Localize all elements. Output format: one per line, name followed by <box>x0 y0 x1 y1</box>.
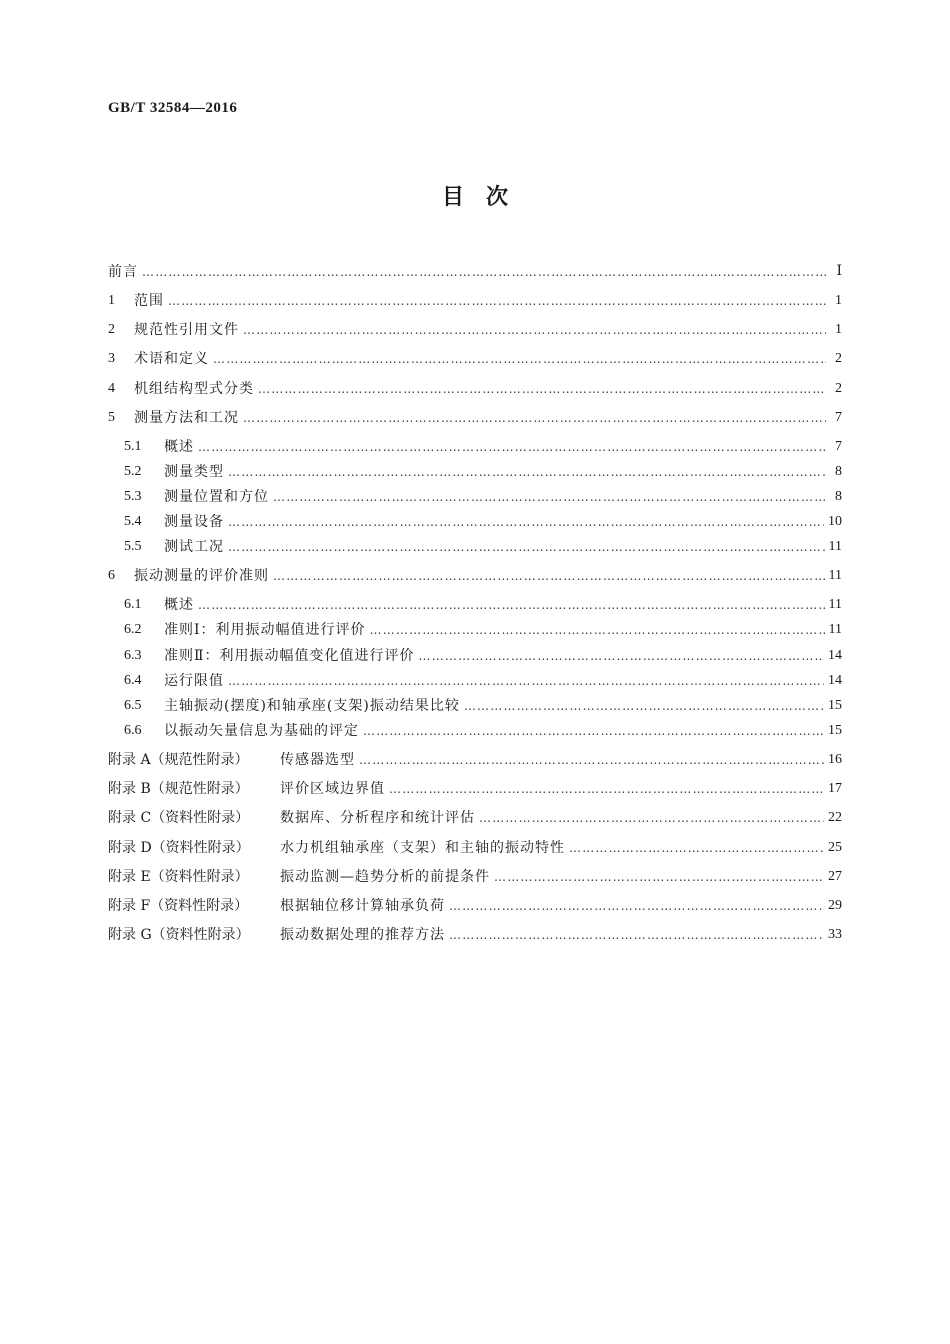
toc-entry-label: 根据轴位移计算轴承负荷 <box>280 898 445 914</box>
dot-leader <box>213 349 826 369</box>
toc-entry-number: 5.4 <box>124 514 142 529</box>
toc-entry-number: 2 <box>108 322 115 337</box>
dot-leader <box>228 512 824 532</box>
toc-entry-page-number: 8 <box>835 489 842 504</box>
toc-entry-number: 3 <box>108 351 115 366</box>
toc-entry-number: 1 <box>108 293 115 308</box>
toc-entry[interactable] <box>124 433 842 457</box>
toc-entry-number: 5.5 <box>124 539 142 554</box>
toc-entry-number: 6.4 <box>124 673 142 688</box>
toc-entry-label: 振动监测—趋势分析的前提条件 <box>280 869 490 885</box>
toc-entry-label: 规范性引用文件 <box>134 322 239 338</box>
toc-entry-label: 机组结构型式分类 <box>134 381 254 397</box>
toc-entry-label: 测量位置和方位 <box>164 489 269 505</box>
dot-leader <box>464 696 824 716</box>
toc-entry-label: 数据库、分析程序和统计评估 <box>280 810 475 826</box>
toc-entry-page-number: 14 <box>828 673 842 688</box>
toc-entry[interactable] <box>124 616 842 640</box>
toc-entry-label: 振动数据处理的推荐方法 <box>280 927 445 943</box>
toc-entry[interactable] <box>124 667 842 691</box>
dot-leader <box>273 566 825 586</box>
dot-leader <box>228 537 825 557</box>
toc-entry[interactable] <box>124 642 842 666</box>
toc-entry[interactable] <box>124 458 842 482</box>
toc-entry-number: 6.2 <box>124 622 142 637</box>
toc-entry-number: 4 <box>108 381 115 396</box>
toc-entry-label: 主轴振动(摆度)和轴承座(支架)振动结果比较 <box>164 698 460 714</box>
toc-entry-page-number: 7 <box>835 439 842 454</box>
toc-entry-number: 附录 F（资料性附录） <box>108 898 249 914</box>
dot-leader <box>479 808 824 828</box>
toc-entry[interactable] <box>108 375 842 399</box>
toc-entry-label: 范围 <box>134 293 164 309</box>
toc-entry-label: 以振动矢量信息为基础的评定 <box>164 723 359 739</box>
toc-entry-page-number: 2 <box>835 381 842 396</box>
toc-entry-number: 附录 B（规范性附录） <box>108 781 249 797</box>
toc-entry-number: 附录 C（资料性附录） <box>108 810 250 826</box>
toc-entry-page-number: 11 <box>828 622 842 637</box>
toc-entry-page-number: 14 <box>828 648 842 663</box>
toc-entry[interactable] <box>108 258 842 282</box>
toc-entry[interactable] <box>124 483 842 507</box>
toc-entry[interactable] <box>108 562 842 586</box>
toc-entry-number: 5 <box>108 410 115 425</box>
toc-entry-page-number: 15 <box>828 723 842 738</box>
dot-leader <box>258 379 826 399</box>
toc-entry-page-number: 1 <box>835 322 842 337</box>
toc-entry-label: 概述 <box>164 439 194 455</box>
toc-entry-page-number: 25 <box>828 840 842 855</box>
toc-entry-page-number: 17 <box>828 781 842 796</box>
toc-entry-label: 测量方法和工况 <box>134 410 239 426</box>
toc-entry[interactable] <box>108 892 842 916</box>
toc-entry-label: 评价区域边界值 <box>280 781 385 797</box>
dot-leader <box>142 262 826 282</box>
dot-leader <box>449 896 824 916</box>
toc-entry-page-number: 16 <box>828 752 842 767</box>
toc-entry-label: 前言 <box>108 264 138 280</box>
toc-entry-label: 传感器选型 <box>280 752 355 768</box>
toc-entry-number: 6.3 <box>124 648 142 663</box>
toc-entry-number: 附录 G（资料性附录） <box>108 927 250 943</box>
toc-entry-number: 6 <box>108 568 115 583</box>
toc-entry[interactable] <box>124 717 842 741</box>
toc-entry-label: 测量类型 <box>164 464 224 480</box>
toc-entry-number: 附录 E（资料性附录） <box>108 869 249 885</box>
toc-entry[interactable] <box>124 508 842 532</box>
dot-leader <box>449 925 824 945</box>
dot-leader <box>494 867 824 887</box>
toc-entry-page-number: 11 <box>828 597 842 612</box>
toc-entry-number: 附录 D（资料性附录） <box>108 840 250 856</box>
toc-entry-page-number: 2 <box>835 351 842 366</box>
toc-entry[interactable] <box>108 863 842 887</box>
toc-entry-page-number: 29 <box>828 898 842 913</box>
dot-leader <box>370 620 825 640</box>
toc-entry-label: 概述 <box>164 597 194 613</box>
toc-entry-page-number: 15 <box>828 698 842 713</box>
toc-entry[interactable] <box>108 834 842 858</box>
toc-entry[interactable] <box>108 404 842 428</box>
toc-entry-page-number: 33 <box>828 927 842 942</box>
toc-entry[interactable] <box>124 533 842 557</box>
toc-entry-label: 振动测量的评价准则 <box>134 568 269 584</box>
toc-entry[interactable] <box>124 692 842 716</box>
dot-leader <box>243 408 826 428</box>
toc-entry-number: 5.1 <box>124 439 142 454</box>
toc-entry-page-number: 11 <box>828 539 842 554</box>
toc-entry-number: 6.1 <box>124 597 142 612</box>
toc-entry-label: 术语和定义 <box>134 351 209 367</box>
toc-entry[interactable] <box>108 775 842 799</box>
toc-entry-number: 5.3 <box>124 489 142 504</box>
toc-entry[interactable] <box>108 804 842 828</box>
toc-entry-page-number: Ⅰ <box>836 264 842 279</box>
toc-entry-number: 附录 A（规范性附录） <box>108 752 249 768</box>
dot-leader <box>228 462 826 482</box>
toc-entry-page-number: 27 <box>828 869 842 884</box>
toc-entry-label: 测试工况 <box>164 539 224 555</box>
dot-leader <box>198 437 826 457</box>
toc-entry-number: 6.6 <box>124 723 142 738</box>
toc-entry[interactable] <box>108 921 842 945</box>
toc-entry-page-number: 8 <box>835 464 842 479</box>
toc-entry-page-number: 11 <box>828 568 842 583</box>
toc-entry[interactable] <box>108 345 842 369</box>
toc-entry-page-number: 7 <box>835 410 842 425</box>
dot-leader <box>228 671 824 691</box>
toc-entry-label: 准则Ⅱ：利用振动幅值变化值进行评价 <box>164 648 415 664</box>
dot-leader <box>168 291 826 311</box>
toc-entry-label: 运行限值 <box>164 673 224 689</box>
dot-leader <box>359 750 824 770</box>
dot-leader <box>198 595 825 615</box>
dot-leader <box>419 646 824 666</box>
toc-entry-label: 准则Ⅰ：利用振动幅值进行评价 <box>164 622 366 638</box>
dot-leader <box>569 838 824 858</box>
toc-entry[interactable] <box>108 316 842 340</box>
toc-entry-page-number: 1 <box>835 293 842 308</box>
toc-entry[interactable] <box>108 746 842 770</box>
toc-entry-number: 5.2 <box>124 464 142 479</box>
dot-leader <box>273 487 826 507</box>
dot-leader <box>363 721 824 741</box>
toc-entry[interactable] <box>108 287 842 311</box>
toc-entry-label: 测量设备 <box>164 514 224 530</box>
standard-code: GB/T 32584—2016 <box>108 100 238 116</box>
dot-leader <box>243 320 826 340</box>
toc-entry-number: 6.5 <box>124 698 142 713</box>
toc-entry[interactable] <box>124 591 842 615</box>
page-title: 目 次 <box>441 185 508 210</box>
toc-entry-page-number: 10 <box>828 514 842 529</box>
toc-entry-label: 水力机组轴承座（支架）和主轴的振动特性 <box>280 840 565 856</box>
toc-entry-page-number: 22 <box>828 810 842 825</box>
dot-leader <box>389 779 824 799</box>
